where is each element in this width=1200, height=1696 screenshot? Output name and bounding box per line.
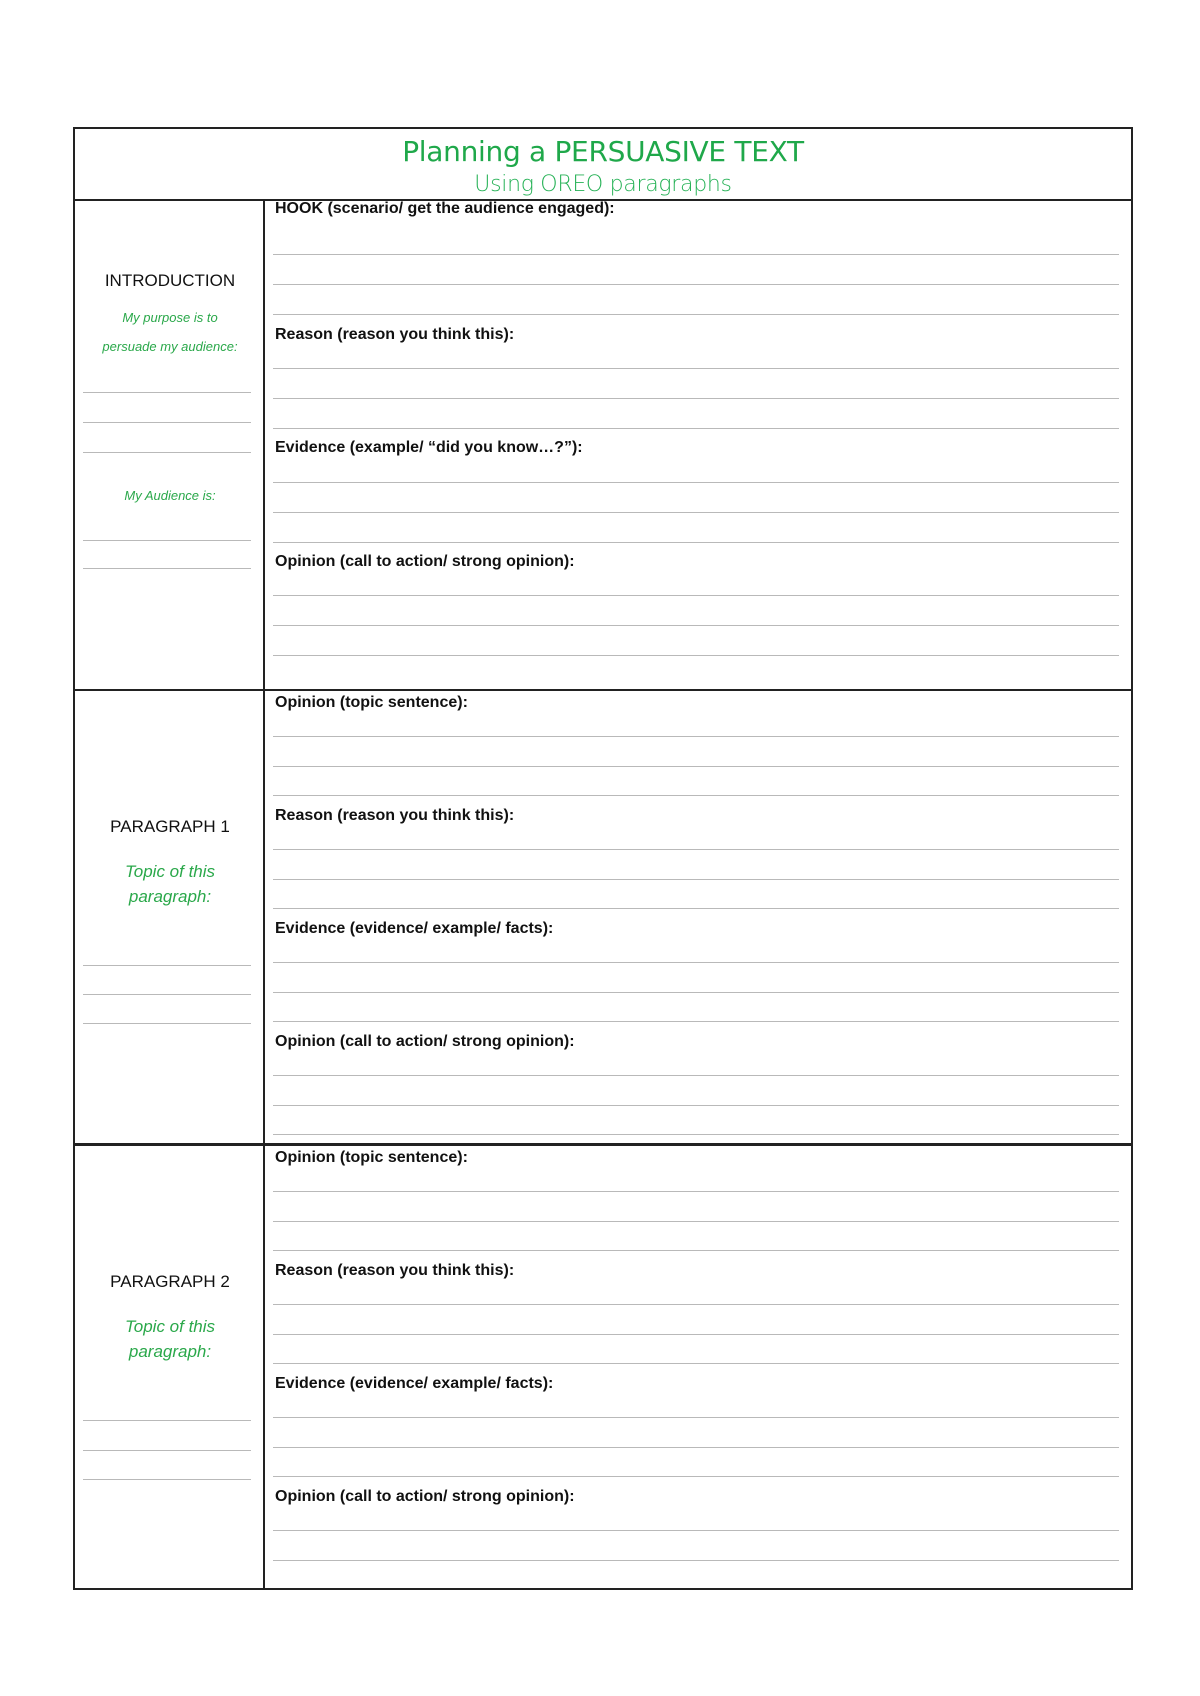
audience-note: My Audience is: — [124, 488, 216, 503]
writing-line[interactable] — [273, 736, 1119, 737]
topic-writing-line[interactable] — [83, 994, 251, 995]
purpose-note-line2: persuade my audience: — [102, 339, 238, 354]
topic-writing-line[interactable] — [83, 1023, 251, 1024]
paragraph1-label-column — [75, 691, 265, 1143]
writing-line[interactable] — [273, 254, 1119, 255]
writing-line[interactable] — [273, 1560, 1119, 1561]
writing-line[interactable] — [273, 766, 1119, 767]
audience-writing-line[interactable] — [83, 568, 251, 569]
introduction-writing-area — [265, 199, 1131, 689]
paragraph1-writing-area — [265, 691, 1131, 1143]
writing-line[interactable] — [273, 284, 1119, 285]
audience-writing-line[interactable] — [83, 540, 251, 541]
writing-line[interactable] — [273, 1417, 1119, 1418]
opinion-topic-prompt: Opinion (topic sentence): — [275, 1149, 468, 1166]
purpose-writing-line[interactable] — [83, 422, 251, 423]
reason-prompt: Reason (reason you think this): — [275, 807, 515, 824]
opinion-prompt: Opinion (call to action/ strong opinion): — [275, 553, 575, 570]
opinion-prompt: Opinion (call to action/ strong opinion): — [275, 1033, 575, 1050]
topic-writing-line[interactable] — [83, 965, 251, 966]
writing-line[interactable] — [273, 962, 1119, 963]
writing-line[interactable] — [273, 1021, 1119, 1022]
paragraph2-section — [75, 1146, 1131, 1588]
writing-line[interactable] — [273, 849, 1119, 850]
writing-line[interactable] — [273, 368, 1119, 369]
reason-prompt: Reason (reason you think this): — [275, 326, 515, 343]
writing-line[interactable] — [273, 314, 1119, 315]
writing-line[interactable] — [273, 1075, 1119, 1076]
introduction-title: INTRODUCTION — [104, 271, 236, 290]
paragraph1-section — [75, 691, 1131, 1146]
paragraph2-title: PARAGRAPH 2 — [110, 1272, 230, 1291]
writing-line[interactable] — [273, 1221, 1119, 1222]
writing-line[interactable] — [273, 542, 1119, 543]
paragraph1-title: PARAGRAPH 1 — [110, 817, 230, 836]
writing-line[interactable] — [273, 1105, 1119, 1106]
writing-line[interactable] — [273, 482, 1119, 483]
writing-line[interactable] — [273, 1363, 1119, 1364]
evidence-prompt: Evidence (example/ “did you know…?”): — [275, 439, 583, 456]
writing-line[interactable] — [273, 655, 1119, 656]
writing-line[interactable] — [273, 1250, 1119, 1251]
introduction-label-column — [75, 199, 265, 689]
writing-line[interactable] — [273, 992, 1119, 993]
worksheet-header — [75, 129, 1131, 201]
worksheet-title: Planning a PERSUASIVE TEXT — [402, 135, 804, 168]
writing-line[interactable] — [273, 428, 1119, 429]
topic-writing-line[interactable] — [83, 1479, 251, 1480]
writing-line[interactable] — [273, 512, 1119, 513]
worksheet-subtitle: Using OREO paragraphs — [474, 172, 732, 197]
writing-line[interactable] — [273, 1304, 1119, 1305]
opinion-topic-prompt: Opinion (topic sentence): — [275, 694, 468, 711]
introduction-section — [75, 199, 1131, 691]
evidence-prompt: Evidence (evidence/ example/ facts): — [275, 1375, 554, 1392]
writing-line[interactable] — [273, 1476, 1119, 1477]
writing-line[interactable] — [273, 1191, 1119, 1192]
writing-line[interactable] — [273, 398, 1119, 399]
writing-line[interactable] — [273, 795, 1119, 796]
reason-prompt: Reason (reason you think this): — [275, 1262, 515, 1279]
writing-line[interactable] — [273, 1447, 1119, 1448]
paragraph2-topic-note: Topic of this paragraph: — [124, 1317, 216, 1361]
evidence-prompt: Evidence (evidence/ example/ facts): — [275, 920, 554, 937]
purpose-writing-line[interactable] — [83, 452, 251, 453]
topic-writing-line[interactable] — [83, 1420, 251, 1421]
writing-line[interactable] — [273, 879, 1119, 880]
writing-line[interactable] — [273, 1334, 1119, 1335]
writing-line[interactable] — [273, 625, 1119, 626]
writing-line[interactable] — [273, 595, 1119, 596]
purpose-note-line1: My purpose is to — [122, 310, 218, 325]
planning-worksheet — [73, 127, 1133, 1590]
hook-prompt: HOOK (scenario/ get the audience engaged): — [275, 200, 615, 217]
writing-line[interactable] — [273, 908, 1119, 909]
paragraph2-label-column — [75, 1146, 265, 1588]
writing-line[interactable] — [273, 1134, 1119, 1135]
opinion-prompt: Opinion (call to action/ strong opinion): — [275, 1488, 575, 1505]
paragraph2-writing-area — [265, 1146, 1131, 1588]
purpose-writing-line[interactable] — [83, 392, 251, 393]
paragraph1-topic-note: Topic of this paragraph: — [124, 862, 216, 906]
writing-line[interactable] — [273, 1530, 1119, 1531]
topic-writing-line[interactable] — [83, 1450, 251, 1451]
